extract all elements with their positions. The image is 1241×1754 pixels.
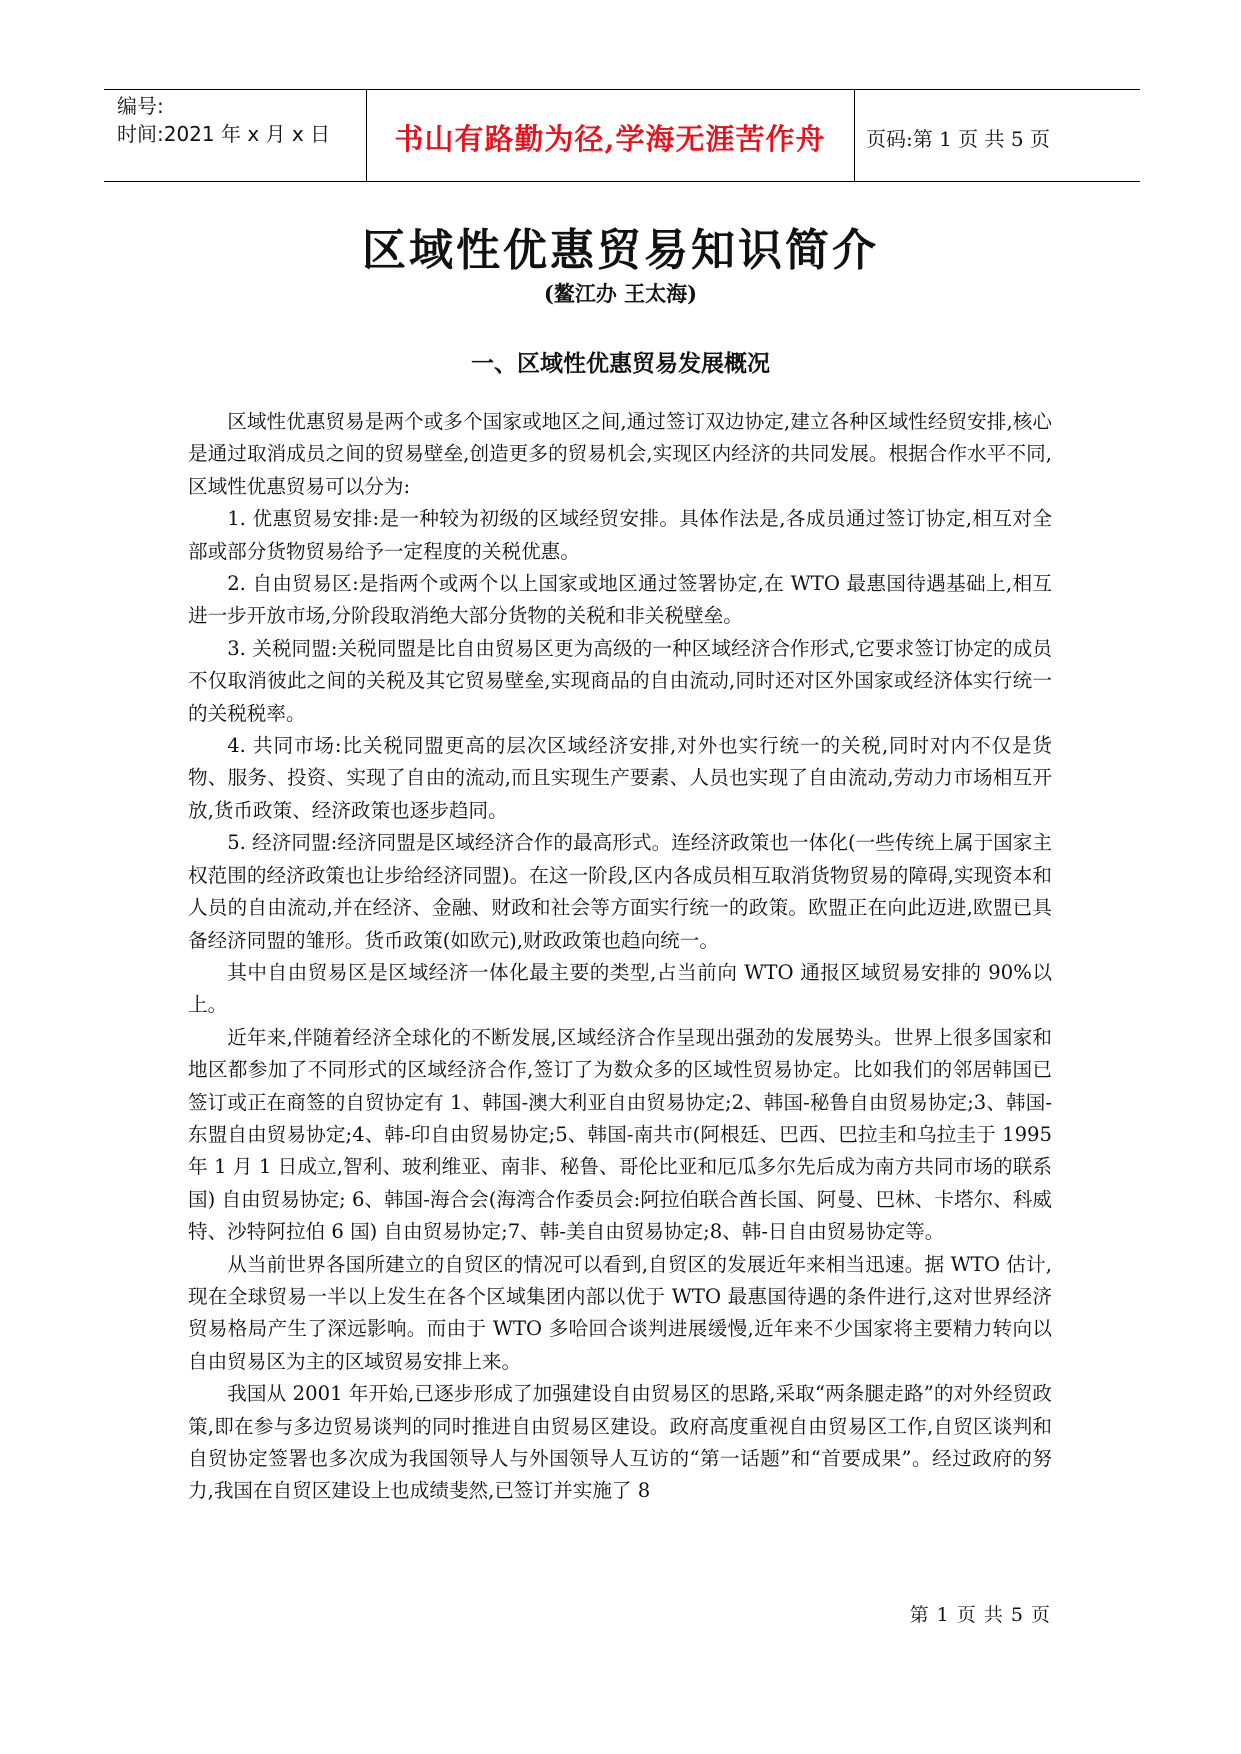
header-page-label: 页码:第 1 页 共 5 页 (866, 127, 1050, 151)
paragraph: 2. 自由贸易区:是指两个或两个以上国家或地区通过签署协定,在 WTO 最惠国待遇基础上,相互进一步开放市场,分阶段取消绝大部分货物的关税和非关税壁垒。 (188, 572, 1052, 628)
paragraph: 5. 经济同盟:经济同盟是区域经济合作的最高形式。连经济政策也一体化(一些传统上属于国家主权范围的经济政策也让步给经济同盟)。在这一阶段,区内各成员相互取消货物贸易的障碍,实现资本和人员的自由流动,并在经济、金融、财政和社会等方面实行统一的政策。欧盟正在向此迈进,欧盟已具备经济同盟的雏形。货币政策(如欧元),财政政策也趋向统一。 (188, 831, 1052, 952)
paragraph: 我国从 2001 年开始,已逐步形成了加强建设自由贸易区的思路,采取“两条腿走路”的对外经贸政策,即在参与多边贸易谈判的同时推进自由贸易区建设。政府高度重视自由贸易区工作,自贸区谈判和自贸协定签署也多次成为我国领导人与外国领导人互访的“第一话题”和“首要成果”。经过政府的努力,我国在自贸区建设上也成绩斐然,已签订并实施了 8 (188, 1382, 1052, 1503)
number-label: 编号: (117, 94, 164, 118)
paragraph: 近年来,伴随着经济全球化的不断发展,区域经济合作呈现出强劲的发展势头。世界上很多国家和地区都参加了不同形式的区域经济合作,签订了为数众多的区域性贸易协定。比如我们的邻居韩国已签订或正在商签的自贸协定有 1、韩国-澳大利亚自由贸易协定;2、韩国-秘鲁自由贸易协定;3、韩国-东盟自由贸易协定;4、韩-印自由贸易协定;5、韩国-南共市(阿根廷、巴西、巴拉圭和乌拉圭于 1995 年 1 月 1 日成立,智利、玻利维亚、南非、秘鲁、哥伦比亚和厄瓜多尔先后成为南方共同市场的联系国) 自由贸易协定; 6、韩国-海合会(海湾合作委员会:阿拉伯联合酋长国、阿曼、巴林、卡塔尔、科威特、沙特阿拉伯 6 国) 自由贸易协定;7、韩-美自由贸易协定;8、韩-日自由贸易协定等。 (188, 1025, 1052, 1244)
header-divider-right (854, 90, 855, 181)
time-label: 时间:2021 年 x 月 x 日 (117, 122, 331, 146)
paragraph: 3. 关税同盟:关税同盟是比自由贸易区更为高级的一种区域经济合作形式,它要求签订协定的成员不仅取消彼此之间的关税及其它贸易壁垒,实现商品的自由流动,同时还对区外国家或经济体实行统一的关税税率。 (188, 636, 1052, 725)
paragraph: 1. 优惠贸易安排:是一种较为初级的区域经贸安排。具体作法是,各成员通过签订协定,相互对全部或部分货物贸易给予一定程度的关税优惠。 (188, 507, 1052, 563)
document-author: (鳌江办 王太海) (543, 281, 698, 306)
header-top-rule (104, 89, 1140, 90)
paragraph: 其中自由贸易区是区域经济一体化最主要的类型,占当前向 WTO 通报区域贸易安排的 90%以上。 (188, 960, 1052, 1017)
header-bottom-rule (104, 181, 1140, 182)
header-meta (117, 92, 330, 148)
document-title: 区域性优惠贸易知识简介 (362, 225, 879, 276)
page-footer: 第 1 页 共 5 页 (909, 1604, 1051, 1626)
header-motto: 书山有路勤为径,学海无涯苦作舟 (394, 122, 826, 156)
paragraph: 4. 共同市场:比关税同盟更高的层次区域经济安排,对外也实行统一的关税,同时对内不仅是货物、服务、投资、实现了自由的流动,而且实现生产要素、人员也实现了自由流动,劳动力市场相互开放,货币政策、经济政策也逐步趋同。 (188, 734, 1052, 822)
document-body (188, 406, 1052, 1508)
paragraph: 从当前世界各国所建立的自贸区的情况可以看到,自贸区的发展近年来相当迅速。据 WTO 估计,现在全球贸易一半以上发生在各个区域集团内部以优于 WTO 最惠国待遇的条件进行,这对世界经济贸易格局产生了深远影响。而由于 WTO 多哈回合谈判进展缓慢,近年来不少国家将主要精力转向以自由贸易区为主的区域贸易安排上来。 (188, 1252, 1052, 1373)
section-title: 一、区域性优惠贸易发展概况 (471, 350, 770, 377)
paragraph: 区域性优惠贸易是两个或多个国家或地区之间,通过签订双边协定,建立各种区域性经贸安排,核心是通过取消成员之间的贸易壁垒,创造更多的贸易机会,实现区内经济的共同发展。根据合作水平不同,区域性优惠贸易可以分为: (188, 410, 1052, 498)
